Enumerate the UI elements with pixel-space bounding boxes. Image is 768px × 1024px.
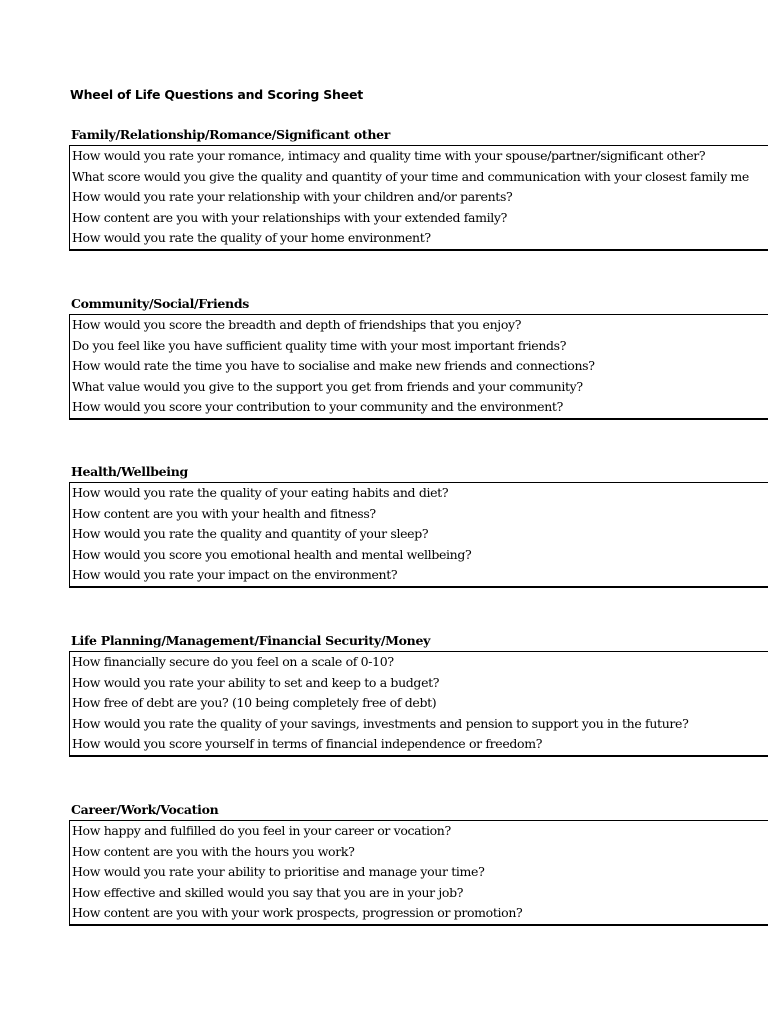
question-row: How would you rate the quality of your savings, investments and pension to support you in the future? <box>72 715 689 731</box>
question-row: How would you rate your ability to set and keep to a budget? <box>72 674 440 690</box>
question-row: How would you score you emotional health and mental wellbeing? <box>72 546 472 562</box>
question-row: How happy and fulfilled do you feel in your career or vocation? <box>72 823 451 838</box>
question-list <box>69 820 768 926</box>
section-community <box>69 294 768 420</box>
section-heading: Health/Wellbeing <box>71 464 188 479</box>
question-list <box>69 314 768 420</box>
section-heading: Life Planning/Management/Financial Security/Money <box>71 633 431 648</box>
question-row: How financially secure do you feel on a scale of 0-10? <box>72 654 394 669</box>
section-health <box>69 462 768 588</box>
question-row: How would you rate the quality of your eating habits and diet? <box>72 485 449 500</box>
question-row: How would you rate the quality of your home environment? <box>72 230 431 246</box>
question-row: What score would you give the quality and quantity of your time and communication with your closest family me <box>72 168 749 184</box>
question-row: What value would you give to the support you get from friends and your community? <box>72 378 583 394</box>
question-row: How would rate the time you have to socialise and make new friends and connections? <box>72 358 595 374</box>
question-row: How content are you with the hours you work? <box>72 843 355 859</box>
question-row: How would you score your contribution to your community and the environment? <box>72 399 563 415</box>
section-life-planning <box>69 631 768 757</box>
section-heading: Career/Work/Vocation <box>71 802 219 817</box>
question-row: How would you rate the quality and quantity of your sleep? <box>72 526 429 542</box>
question-row: How effective and skilled would you say that you are in your job? <box>72 884 464 900</box>
document-title: Wheel of Life Questions and Scoring Sheet <box>70 87 364 102</box>
question-list <box>69 482 768 588</box>
question-row: How would you rate your ability to prioritise and manage your time? <box>72 864 485 880</box>
question-row: How would you rate your romance, intimacy and quality time with your spouse/partner/significant other? <box>72 148 706 163</box>
section-career <box>69 800 768 926</box>
question-row: How content are you with your work prospects, progression or promotion? <box>72 905 523 921</box>
section-heading: Family/Relationship/Romance/Significant other <box>71 127 391 142</box>
question-list <box>69 145 768 251</box>
question-row: How would you rate your impact on the environment? <box>72 567 398 583</box>
question-row: Do you feel like you have sufficient quality time with your most important friends? <box>72 337 567 353</box>
section-heading: Community/Social/Friends <box>71 296 250 311</box>
question-row: How content are you with your health and fitness? <box>72 505 376 521</box>
question-row: How free of debt are you? (10 being completely free of debt) <box>72 695 437 711</box>
question-row: How would you score yourself in terms of financial independence or freedom? <box>72 736 543 752</box>
question-list <box>69 651 768 757</box>
question-row: How content are you with your relationships with your extended family? <box>72 209 507 225</box>
question-row: How would you rate your relationship with your children and/or parents? <box>72 189 513 205</box>
section-family <box>69 125 768 251</box>
question-row: How would you score the breadth and depth of friendships that you enjoy? <box>72 317 522 332</box>
